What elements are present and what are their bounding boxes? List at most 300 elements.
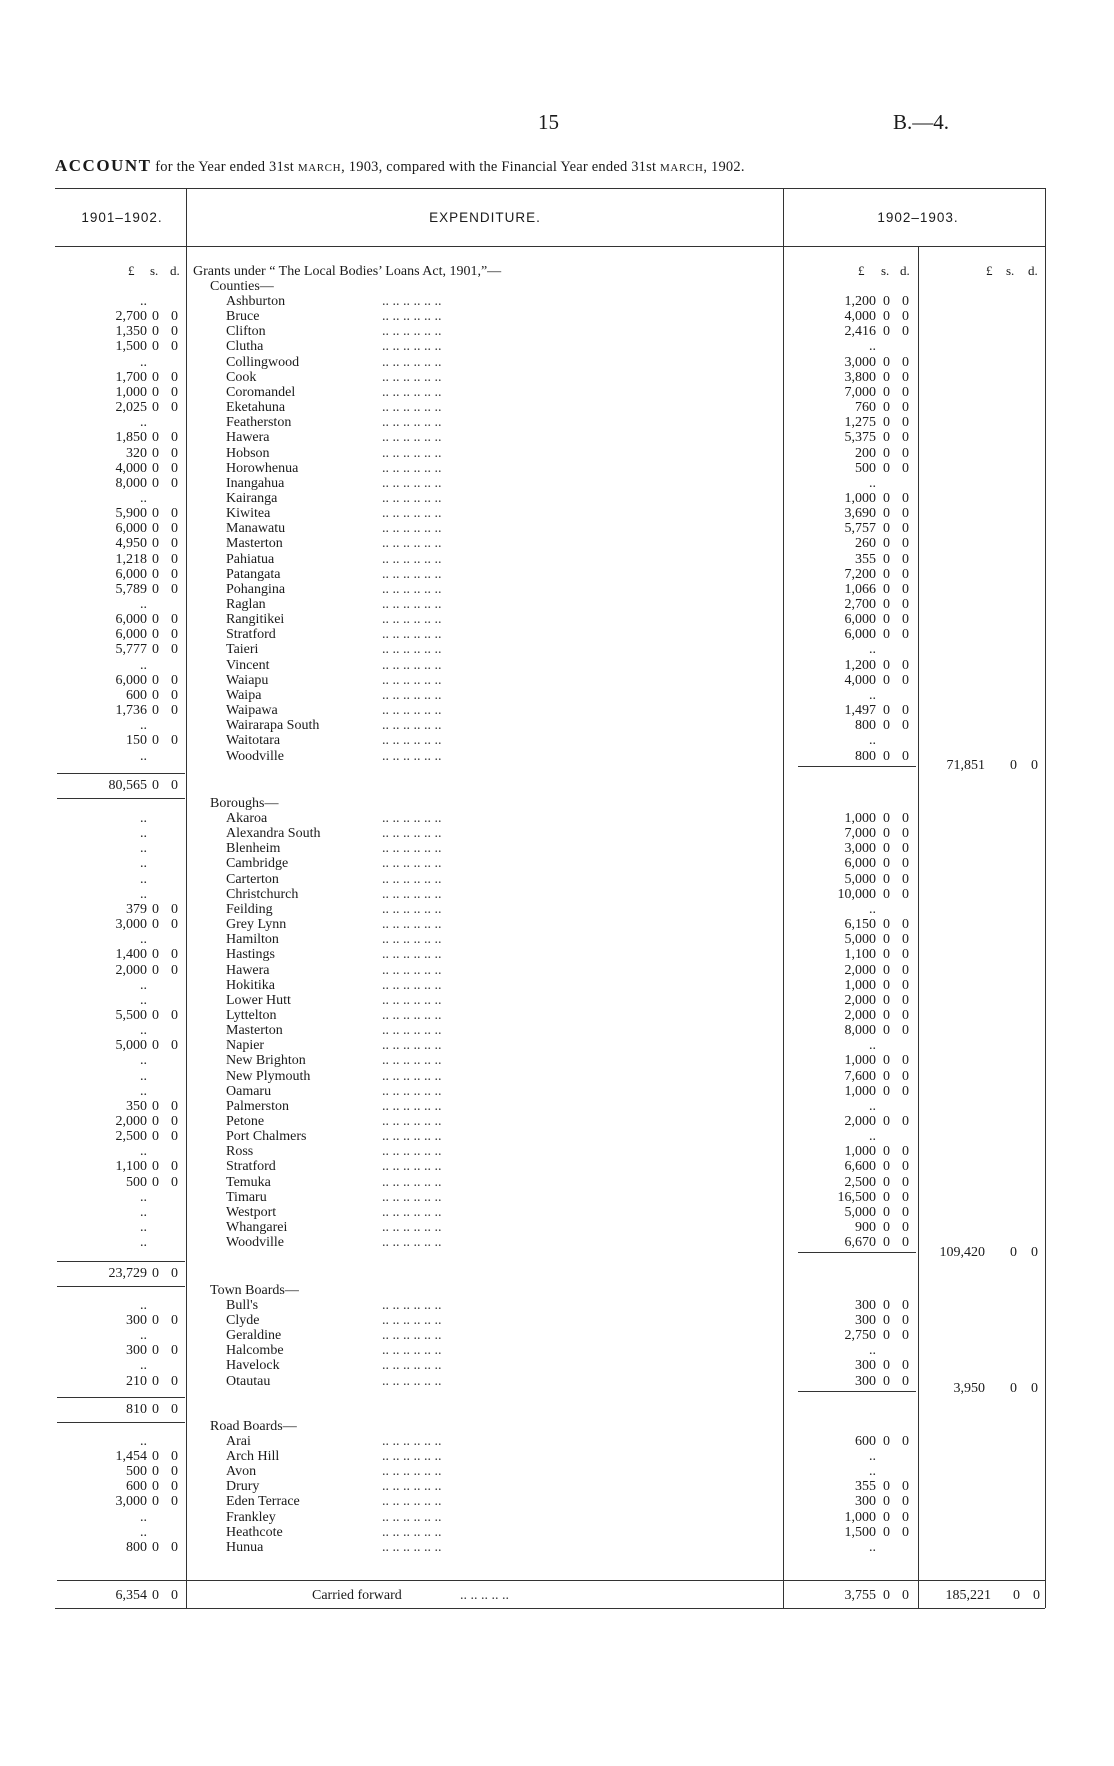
leader-dots: .. .. .. .. .. .. xyxy=(382,1144,442,1159)
curr-year-pence: 0 xyxy=(902,978,909,993)
prev-year-shillings: 0 xyxy=(152,1175,159,1190)
prev-year-pence: 0 xyxy=(171,703,178,718)
table-row xyxy=(0,1205,1114,1220)
carried-prev-pence: 0 xyxy=(171,1588,178,1603)
curr-year-pounds: 5,000 xyxy=(844,1205,876,1220)
prev-year-pounds: 600 xyxy=(126,688,147,703)
curr-year-shillings: 0 xyxy=(883,446,890,461)
local-body-name: Featherston xyxy=(226,415,292,430)
section-subtotal-shillings: 0 xyxy=(152,1266,159,1281)
prev-year-pence: 0 xyxy=(171,642,178,657)
prev-year-pounds: .. xyxy=(140,993,147,1008)
prev-year-shillings: 0 xyxy=(152,1343,159,1358)
curr-year-pounds: .. xyxy=(869,1464,876,1479)
table-row xyxy=(0,1084,1114,1099)
curr-year-pence: 0 xyxy=(902,309,909,324)
section-total-row xyxy=(0,758,1114,773)
leader-dots: .. .. .. .. .. .. xyxy=(382,811,442,826)
curr-year-shillings: 0 xyxy=(883,963,890,978)
prev-year-shillings: 0 xyxy=(152,385,159,400)
curr-year-pence: 0 xyxy=(902,355,909,370)
leader-dots: .. .. .. .. .. .. xyxy=(382,1494,442,1509)
curr-year-pence: 0 xyxy=(902,1358,909,1373)
prev-year-pence: 0 xyxy=(171,963,178,978)
prev-year-pence: 0 xyxy=(171,1175,178,1190)
prev-year-shillings: 0 xyxy=(152,309,159,324)
table-row xyxy=(0,1434,1114,1449)
curr-year-pence: 0 xyxy=(902,826,909,841)
curr-year-shillings: 0 xyxy=(883,491,890,506)
leader-dots: .. .. .. .. .. .. xyxy=(382,1343,442,1358)
table-row xyxy=(0,476,1114,491)
section-total-shillings: 0 xyxy=(1010,758,1017,773)
curr-year-pounds: 260 xyxy=(855,536,876,551)
prev-year-pounds: 300 xyxy=(126,1343,147,1358)
curr-year-pence: 0 xyxy=(902,1190,909,1205)
prev-year-pounds: 800 xyxy=(126,1540,147,1555)
prev-year-shillings: 0 xyxy=(152,917,159,932)
table-row xyxy=(0,1159,1114,1174)
local-body-name: Woodville xyxy=(226,749,284,764)
header-1902-1903: 1902–1903. xyxy=(877,210,959,225)
leader-dots: .. .. .. .. .. .. xyxy=(382,1479,442,1494)
curr-year-pounds: 355 xyxy=(855,552,876,567)
prev-year-pounds: .. xyxy=(140,1220,147,1235)
curr-year-pounds: .. xyxy=(869,902,876,917)
curr-year-shillings: 0 xyxy=(883,993,890,1008)
table-row xyxy=(0,1479,1114,1494)
prev-year-shillings: 0 xyxy=(152,1129,159,1144)
leader-dots: .. .. .. .. .. .. xyxy=(382,1008,442,1023)
prev-year-pence: 0 xyxy=(171,627,178,642)
local-body-name: Collingwood xyxy=(226,355,300,370)
curr-year-pounds: .. xyxy=(869,688,876,703)
curr-year-shillings: 0 xyxy=(883,1479,890,1494)
local-body-name: Coromandel xyxy=(226,385,296,400)
prev-year-pounds: 6,000 xyxy=(115,612,147,627)
curr-year-shillings: 0 xyxy=(883,1159,890,1174)
local-body-name: Ross xyxy=(226,1144,254,1159)
curr-year-pence: 0 xyxy=(902,1510,909,1525)
section-subtotal-shillings: 0 xyxy=(152,1402,159,1417)
prev-year-pounds: 3,000 xyxy=(115,1494,147,1509)
local-body-name: Hastings xyxy=(226,947,275,962)
local-body-name: Waitotara xyxy=(226,733,281,748)
curr-year-pence: 0 xyxy=(902,1494,909,1509)
local-body-name: Blenheim xyxy=(226,841,281,856)
section-total-pence: 0 xyxy=(1031,758,1038,773)
prev-year-pence: 0 xyxy=(171,370,178,385)
leader-dots: .. .. .. .. .. .. xyxy=(382,491,442,506)
curr-year-pounds: 300 xyxy=(855,1313,876,1328)
prev-year-pounds: 6,000 xyxy=(115,567,147,582)
curr-year-pounds: 2,500 xyxy=(844,1175,876,1190)
curr-year-pence: 0 xyxy=(902,294,909,309)
leader-dots: .. .. .. .. .. .. xyxy=(382,536,442,551)
leader-dots: .. .. .. .. .. .. xyxy=(382,917,442,932)
local-body-name: Timaru xyxy=(226,1190,267,1205)
prev-year-pounds: 6,000 xyxy=(115,521,147,536)
curr-year-pounds: 760 xyxy=(855,400,876,415)
curr-year-pence: 0 xyxy=(902,1008,909,1023)
local-body-name: Rangitikei xyxy=(226,612,285,627)
right-pound-header: £ xyxy=(986,263,993,278)
prev-year-pence: 0 xyxy=(171,582,178,597)
curr-year-pence: 0 xyxy=(902,811,909,826)
curr-year-pounds: 3,800 xyxy=(844,370,876,385)
local-body-name: Patangata xyxy=(226,567,281,582)
curr-year-shillings: 0 xyxy=(883,1023,890,1038)
curr-year-shillings: 0 xyxy=(883,887,890,902)
curr-year-pence: 0 xyxy=(902,1313,909,1328)
left-shilling-header: s. xyxy=(150,263,159,278)
curr-year-pence: 0 xyxy=(902,385,909,400)
prev-year-pounds: 8,000 xyxy=(115,476,147,491)
curr-year-pence: 0 xyxy=(902,841,909,856)
section-total-row xyxy=(0,1381,1114,1396)
leader-dots: .. .. .. .. .. .. xyxy=(382,1114,442,1129)
prev-year-pence: 0 xyxy=(171,476,178,491)
curr-year-pence: 0 xyxy=(902,1205,909,1220)
table-row xyxy=(0,1313,1114,1328)
prev-year-pounds: 1,000 xyxy=(115,385,147,400)
leader-dots: .. .. .. .. .. .. xyxy=(382,658,442,673)
curr-year-pence: 0 xyxy=(902,1525,909,1540)
carried-curr-shillings: 0 xyxy=(883,1588,890,1603)
leader-dots: .. .. .. .. .. .. xyxy=(382,993,442,1008)
curr-year-shillings: 0 xyxy=(883,841,890,856)
leader-dots: .. .. .. .. .. .. xyxy=(382,430,442,445)
prev-year-pounds: .. xyxy=(140,841,147,856)
prev-year-pence: 0 xyxy=(171,1449,178,1464)
section-subtotal-pence: 0 xyxy=(171,1402,178,1417)
curr-year-pounds: 4,000 xyxy=(844,309,876,324)
prev-year-pence: 0 xyxy=(171,430,178,445)
curr-year-shillings: 0 xyxy=(883,673,890,688)
local-body-name: Avon xyxy=(226,1464,257,1479)
prev-year-pounds: .. xyxy=(140,856,147,871)
curr-year-pence: 0 xyxy=(902,1175,909,1190)
prev-year-pounds: .. xyxy=(140,1069,147,1084)
leader-dots: .. .. .. .. .. .. xyxy=(382,521,442,536)
curr-year-pence: 0 xyxy=(902,1023,909,1038)
local-body-name: Pahiatua xyxy=(226,552,275,567)
leader-dots: .. .. .. .. .. .. xyxy=(382,1159,442,1174)
curr-year-shillings: 0 xyxy=(883,400,890,415)
table-row xyxy=(0,1023,1114,1038)
leader-dots: .. .. .. .. .. .. xyxy=(382,1449,442,1464)
prev-year-shillings: 0 xyxy=(152,1464,159,1479)
carried-curr-pence: 0 xyxy=(902,1588,909,1603)
title-lead: ACCOUNT xyxy=(55,156,152,175)
curr-year-pence: 0 xyxy=(902,872,909,887)
curr-year-shillings: 0 xyxy=(883,1525,890,1540)
leader-dots: .. .. .. .. .. .. xyxy=(382,294,442,309)
curr-year-pence: 0 xyxy=(902,370,909,385)
curr-year-shillings: 0 xyxy=(883,461,890,476)
leader-dots: .. .. .. .. .. .. xyxy=(382,582,442,597)
table-row xyxy=(0,597,1114,612)
curr-year-shillings: 0 xyxy=(883,1175,890,1190)
local-body-name: Arch Hill xyxy=(226,1449,280,1464)
prev-year-pence: 0 xyxy=(171,385,178,400)
local-body-name: Feilding xyxy=(226,902,273,917)
curr-year-shillings: 0 xyxy=(883,552,890,567)
prev-year-pence: 0 xyxy=(171,673,178,688)
curr-year-shillings: 0 xyxy=(883,932,890,947)
prev-year-pence: 0 xyxy=(171,536,178,551)
prev-year-pounds: 5,900 xyxy=(115,506,147,521)
local-body-name: New Plymouth xyxy=(226,1069,311,1084)
leader-dots: .. .. .. .. .. .. xyxy=(382,1525,442,1540)
prev-year-shillings: 0 xyxy=(152,446,159,461)
curr-year-shillings: 0 xyxy=(883,1220,890,1235)
section-subtotal-pence: 0 xyxy=(171,1266,178,1281)
curr-year-pounds: 1,000 xyxy=(844,1053,876,1068)
intro-text: Grants under “ The Local Bodies’ Loans Act, 1901,”— xyxy=(193,264,502,279)
leader-dots: .. .. .. .. .. .. xyxy=(382,506,442,521)
leader-dots: .. .. .. .. .. .. xyxy=(382,872,442,887)
prev-year-pounds: .. xyxy=(140,658,147,673)
leader-dots: .. .. .. .. .. .. xyxy=(382,749,442,764)
prev-year-pounds: .. xyxy=(140,294,147,309)
local-body-name: Waipawa xyxy=(226,703,278,718)
curr-year-pounds: 6,670 xyxy=(844,1235,876,1250)
curr-year-shillings: 0 xyxy=(883,355,890,370)
prev-year-shillings: 0 xyxy=(152,430,159,445)
local-body-name: Lower Hutt xyxy=(226,993,291,1008)
curr-year-shillings: 0 xyxy=(883,612,890,627)
prev-year-pounds: .. xyxy=(140,1434,147,1449)
prev-year-shillings: 0 xyxy=(152,582,159,597)
curr-year-shillings: 0 xyxy=(883,506,890,521)
leader-dots: .. .. .. .. .. .. xyxy=(382,1053,442,1068)
local-body-name: Cambridge xyxy=(226,856,289,871)
curr-year-pounds: 1,497 xyxy=(844,703,876,718)
mid-pence-header: d. xyxy=(900,263,910,278)
curr-year-pounds: 1,000 xyxy=(844,491,876,506)
prev-year-pence: 0 xyxy=(171,1540,178,1555)
prev-year-shillings: 0 xyxy=(152,1494,159,1509)
leader-dots: .. .. .. .. .. .. xyxy=(382,902,442,917)
curr-year-pence: 0 xyxy=(902,506,909,521)
curr-year-pounds: 1,200 xyxy=(844,294,876,309)
curr-year-shillings: 0 xyxy=(883,856,890,871)
prev-year-pence: 0 xyxy=(171,400,178,415)
title-year-1: , 1903, compared with the Financial Year ended 31st xyxy=(341,159,657,175)
curr-year-pence: 0 xyxy=(902,415,909,430)
local-body-name: Manawatu xyxy=(226,521,286,536)
local-body-name: Cook xyxy=(226,370,257,385)
section-prev-rule-top xyxy=(57,1261,185,1262)
local-body-name: Otautau xyxy=(226,1374,271,1389)
local-body-name: Stratford xyxy=(226,1159,276,1174)
leader-dots: .. .. .. .. .. .. xyxy=(382,1190,442,1205)
curr-year-pounds: 300 xyxy=(855,1374,876,1389)
table-row xyxy=(0,461,1114,476)
prev-year-pounds: .. xyxy=(140,355,147,370)
local-body-name: Wairarapa South xyxy=(226,718,320,733)
table-row xyxy=(0,963,1114,978)
table-row xyxy=(0,1510,1114,1525)
curr-year-pence: 0 xyxy=(902,582,909,597)
prev-year-shillings: 0 xyxy=(152,521,159,536)
curr-year-pounds: 1,000 xyxy=(844,1144,876,1159)
prev-year-shillings: 0 xyxy=(152,627,159,642)
curr-year-shillings: 0 xyxy=(883,597,890,612)
prev-year-pounds: 350 xyxy=(126,1099,147,1114)
local-body-name: Taieri xyxy=(226,642,259,657)
mid-shilling-header: s. xyxy=(881,263,890,278)
prev-year-pounds: 1,454 xyxy=(115,1449,147,1464)
prev-year-pence: 0 xyxy=(171,733,178,748)
prev-year-pounds: 5,500 xyxy=(115,1008,147,1023)
prev-year-pence: 0 xyxy=(171,1464,178,1479)
curr-year-shillings: 0 xyxy=(883,1328,890,1343)
table-row xyxy=(0,324,1114,339)
table-row xyxy=(0,1494,1114,1509)
prev-year-pounds: .. xyxy=(140,1235,147,1250)
local-body-name: Frankley xyxy=(226,1510,276,1525)
curr-year-pence: 0 xyxy=(902,947,909,962)
curr-year-pounds: 300 xyxy=(855,1494,876,1509)
section-total-pounds: 3,950 xyxy=(953,1381,985,1396)
prev-year-pounds: .. xyxy=(140,811,147,826)
table-row xyxy=(0,856,1114,871)
local-body-name: Inangahua xyxy=(226,476,285,491)
curr-year-shillings: 0 xyxy=(883,1313,890,1328)
curr-year-shillings: 0 xyxy=(883,1008,890,1023)
curr-year-pence: 0 xyxy=(902,400,909,415)
prev-year-pence: 0 xyxy=(171,552,178,567)
section-subtotal-pounds: 23,729 xyxy=(108,1266,147,1281)
prev-year-pounds: .. xyxy=(140,1053,147,1068)
prev-year-pounds: 4,950 xyxy=(115,536,147,551)
table-row xyxy=(0,339,1114,354)
table-row xyxy=(0,355,1114,370)
curr-year-pounds: 10,000 xyxy=(837,887,876,902)
curr-year-pounds: 7,200 xyxy=(844,567,876,582)
curr-year-pounds: 1,000 xyxy=(844,811,876,826)
curr-year-pounds: 300 xyxy=(855,1358,876,1373)
prev-year-shillings: 0 xyxy=(152,552,159,567)
curr-year-pence: 0 xyxy=(902,597,909,612)
prev-year-pounds: 1,350 xyxy=(115,324,147,339)
prev-year-shillings: 0 xyxy=(152,1114,159,1129)
prev-year-shillings: 0 xyxy=(152,1540,159,1555)
local-body-name: Palmerston xyxy=(226,1099,289,1114)
section-total-pounds: 109,420 xyxy=(939,1245,985,1260)
curr-year-shillings: 0 xyxy=(883,370,890,385)
document-reference: B.—4. xyxy=(893,110,950,134)
prev-year-pounds: 2,000 xyxy=(115,1114,147,1129)
prev-year-pounds: .. xyxy=(140,1144,147,1159)
leader-dots: .. .. .. .. .. .. xyxy=(382,1023,442,1038)
curr-year-pounds: 16,500 xyxy=(837,1190,876,1205)
curr-year-pence: 0 xyxy=(902,491,909,506)
prev-year-pounds: .. xyxy=(140,597,147,612)
local-body-name: Waipa xyxy=(226,688,262,703)
leader-dots: .. .. .. .. .. .. xyxy=(382,703,442,718)
prev-year-pence: 0 xyxy=(171,917,178,932)
carried-prev-shillings: 0 xyxy=(152,1588,159,1603)
section-subtotal-row xyxy=(0,1402,1114,1417)
leader-dots: .. .. .. .. .. .. xyxy=(382,963,442,978)
table-row xyxy=(0,826,1114,841)
prev-year-pounds: 379 xyxy=(126,902,147,917)
prev-year-pounds: 1,736 xyxy=(115,703,147,718)
prev-year-pounds: 210 xyxy=(126,1374,147,1389)
curr-year-pounds: 800 xyxy=(855,718,876,733)
curr-year-pounds: 5,757 xyxy=(844,521,876,536)
section-total-pence: 0 xyxy=(1031,1381,1038,1396)
prev-year-pounds: .. xyxy=(140,1023,147,1038)
curr-year-shillings: 0 xyxy=(883,324,890,339)
local-body-name: Clyde xyxy=(226,1313,260,1328)
curr-year-pence: 0 xyxy=(902,856,909,871)
prev-year-shillings: 0 xyxy=(152,461,159,476)
curr-year-pounds: .. xyxy=(869,733,876,748)
table-row xyxy=(0,703,1114,718)
leader-dots: .. .. .. .. .. .. xyxy=(382,567,442,582)
curr-year-pounds: 1,000 xyxy=(844,1510,876,1525)
curr-year-pence: 0 xyxy=(902,536,909,551)
prev-year-shillings: 0 xyxy=(152,536,159,551)
table-row xyxy=(0,917,1114,932)
curr-year-pounds: .. xyxy=(869,476,876,491)
table-row xyxy=(0,1129,1114,1144)
curr-year-pence: 0 xyxy=(902,1053,909,1068)
mid-pound-header: £ xyxy=(858,263,865,278)
prev-year-shillings: 0 xyxy=(152,370,159,385)
prev-year-pence: 0 xyxy=(171,1343,178,1358)
table-row xyxy=(0,552,1114,567)
leader-dots: .. .. .. .. .. .. xyxy=(382,1235,442,1250)
curr-year-shillings: 0 xyxy=(883,947,890,962)
curr-year-pounds: .. xyxy=(869,1449,876,1464)
curr-year-pounds: .. xyxy=(869,642,876,657)
table-row xyxy=(0,718,1114,733)
table-row xyxy=(0,370,1114,385)
table-row xyxy=(0,506,1114,521)
local-body-name: Bull's xyxy=(226,1298,259,1313)
prev-year-shillings: 0 xyxy=(152,1099,159,1114)
curr-year-shillings: 0 xyxy=(883,1190,890,1205)
prev-year-pounds: .. xyxy=(140,1510,147,1525)
leader-dots: .. .. .. .. .. .. xyxy=(382,1175,442,1190)
prev-year-pence: 0 xyxy=(171,1159,178,1174)
right-shilling-header: s. xyxy=(1006,263,1015,278)
section-subtotal-row xyxy=(0,778,1114,793)
curr-year-pence: 0 xyxy=(902,917,909,932)
table-row xyxy=(0,1175,1114,1190)
leader-dots: .. .. .. .. .. .. xyxy=(382,1374,442,1389)
leader-dots: .. .. .. .. .. .. xyxy=(382,612,442,627)
leader-dots: .. .. .. .. .. .. xyxy=(382,1220,442,1235)
section-heading-label: Road Boards— xyxy=(210,1419,297,1434)
curr-year-shillings: 0 xyxy=(883,1494,890,1509)
local-body-name: Petone xyxy=(226,1114,265,1129)
curr-year-shillings: 0 xyxy=(883,582,890,597)
curr-year-shillings: 0 xyxy=(883,703,890,718)
curr-year-pence: 0 xyxy=(902,627,909,642)
curr-year-pounds: 900 xyxy=(855,1220,876,1235)
local-body-name: Woodville xyxy=(226,1235,284,1250)
curr-year-shillings: 0 xyxy=(883,1084,890,1099)
prev-year-shillings: 0 xyxy=(152,324,159,339)
prev-year-pounds: .. xyxy=(140,718,147,733)
local-body-name: Masterton xyxy=(226,536,283,551)
